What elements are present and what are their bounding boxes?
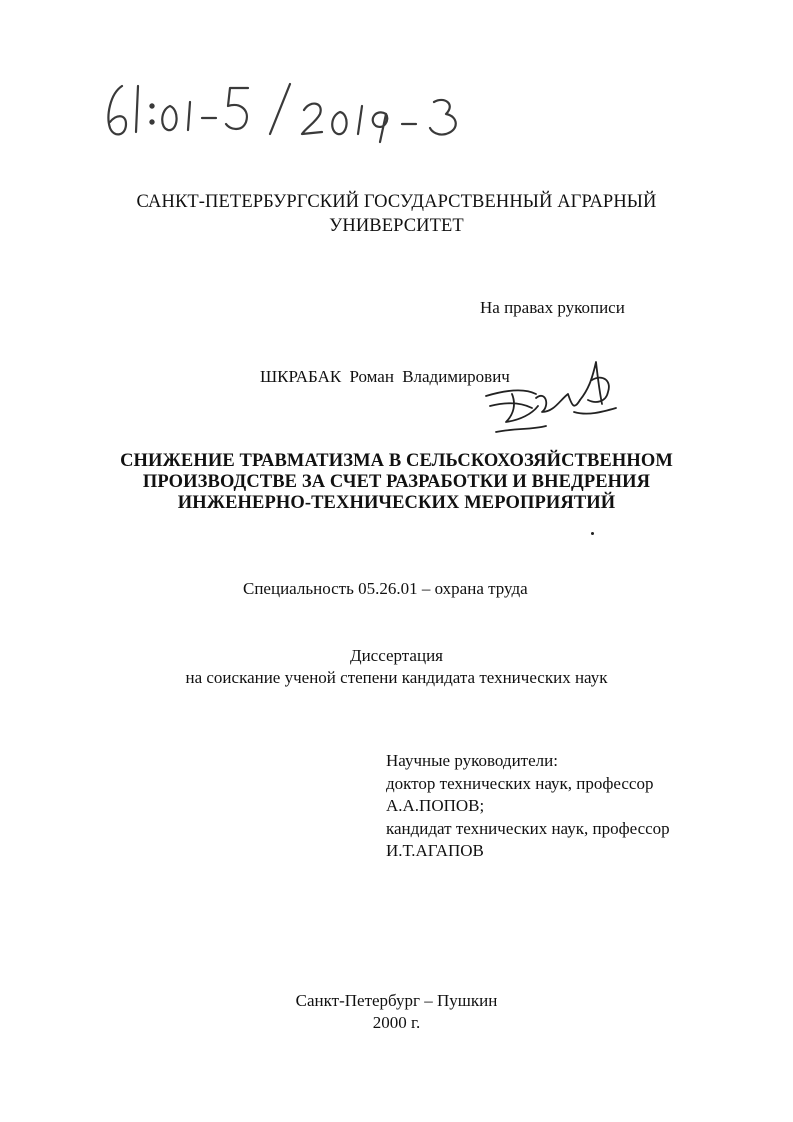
advisor-2-degree: кандидат технических наук, профессор (386, 818, 670, 838)
handwritten-archive-number (100, 72, 480, 152)
author-name: ШКРАБАК Роман Владимирович (260, 367, 510, 386)
title-line-3: ИНЖЕНЕРНО-ТЕХНИЧЕСКИХ МЕРОПРИЯТИЙ (177, 493, 616, 513)
place: Санкт-Петербург – Пушкин (295, 991, 498, 1010)
rights-note: На правах рукописи (480, 298, 625, 317)
advisor-1-degree: доктор технических наук, профессор (386, 773, 654, 793)
dissertation-title (0, 451, 793, 514)
advisor-1-name: А.А.ПОПОВ; (386, 796, 485, 815)
dissertation-type (0, 645, 793, 689)
year: 2000 г. (372, 1013, 421, 1032)
advisor-2-name: И.Т.АГАПОВ (386, 841, 484, 860)
title-line-1: СНИЖЕНИЕ ТРАВМАТИЗМА В СЕЛЬСКОХОЗЯЙСТВЕННОМ (120, 451, 673, 471)
university-name (0, 190, 793, 238)
author-signature (476, 350, 626, 438)
advisors-heading: Научные руководители: (386, 751, 558, 770)
dissertation-line-2: на соискание ученой степени кандидата технических наук (185, 668, 608, 687)
ink-speck (591, 532, 594, 535)
place-and-year (0, 990, 793, 1034)
dissertation-line-1: Диссертация (349, 646, 443, 665)
university-line-1: САНКТ-ПЕТЕРБУРГСКИЙ ГОСУДАРСТВЕННЫЙ АГРАРНЫЙ (136, 192, 657, 212)
title-line-2: ПРОИЗВОДСТВЕ ЗА СЧЕТ РАЗРАБОТКИ И ВНЕДРЕНИЯ (142, 472, 651, 492)
specialty: Специальность 05.26.01 – охрана труда (243, 579, 528, 598)
scientific-advisors (386, 750, 670, 863)
university-line-2: УНИВЕРСИТЕТ (329, 216, 464, 236)
